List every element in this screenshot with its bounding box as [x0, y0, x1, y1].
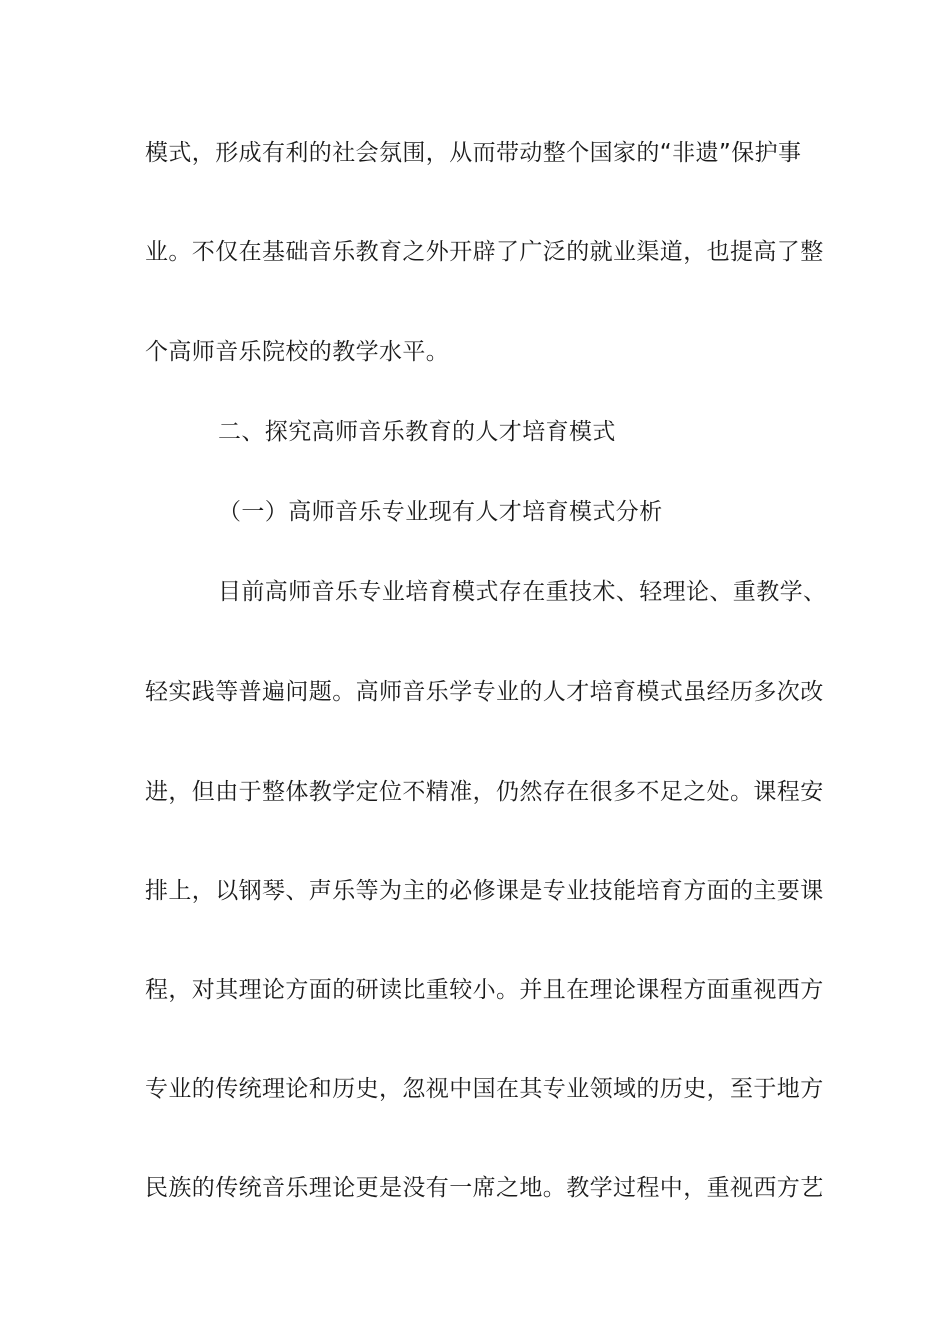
text-line: 个高师音乐院校的教学水平。: [145, 339, 450, 365]
subsection-heading: （一）高师音乐专业现有人才培育模式分析: [218, 499, 663, 525]
paragraph-line: 排上，以钢琴、声乐等为主的必修课是专业技能培育方面的主要课: [145, 878, 824, 904]
text-line: 模式，形成有利的社会氛围，从而带动整个国家的“非遗”保护事: [145, 140, 802, 166]
paragraph-line: 程，对其理论方面的研读比重较小。并且在理论课程方面重视西方: [145, 977, 824, 1003]
text-line: 业。不仅在基础音乐教育之外开辟了广泛的就业渠道，也提高了整: [145, 239, 824, 265]
paragraph-line: 轻实践等普遍问题。高师音乐学专业的人才培育模式虽经历多次改: [145, 679, 824, 705]
section-heading: 二、探究高师音乐教育的人才培育模式: [218, 419, 616, 445]
paragraph-line: 民族的传统音乐理论更是没有一席之地。教学过程中，重视西方艺: [145, 1175, 824, 1201]
paragraph-line: 专业的传统理论和历史，忽视中国在其专业领域的历史，至于地方: [145, 1076, 824, 1102]
paragraph-line: 目前高师音乐专业培育模式存在重技术、轻理论、重教学、: [218, 579, 827, 605]
paragraph-line: 进，但由于整体教学定位不精准，仍然存在很多不足之处。课程安: [145, 779, 824, 805]
